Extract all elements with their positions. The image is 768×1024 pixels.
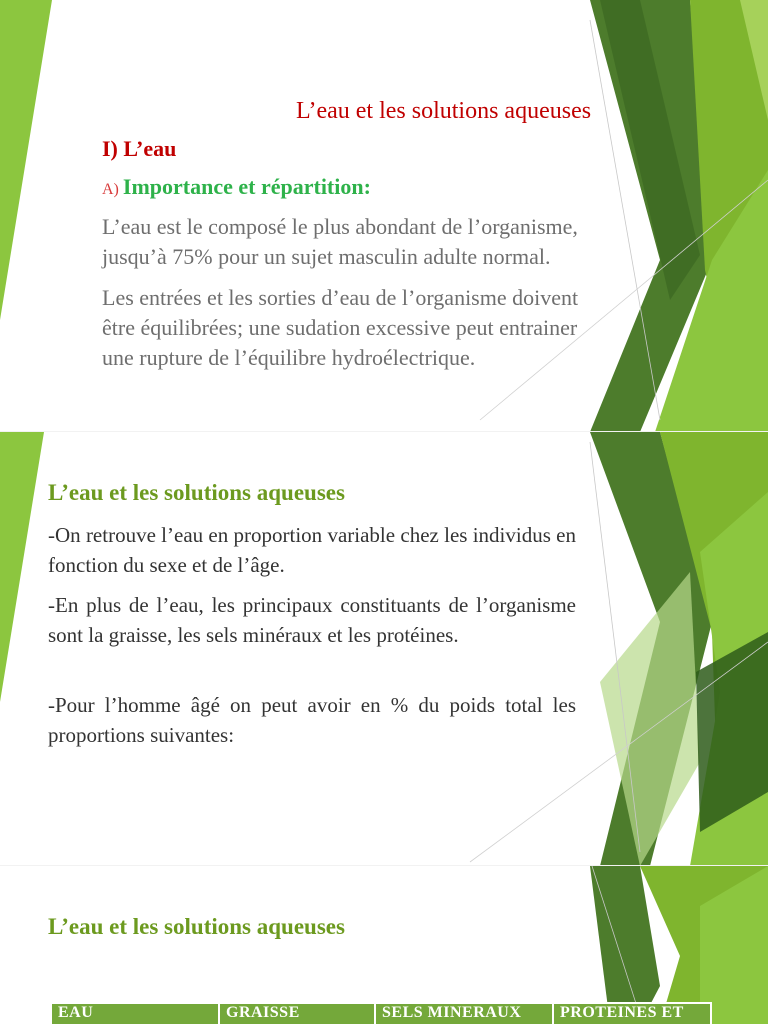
slide-2-title: L’eau et les solutions aqueuses [48,480,345,505]
header-proteines: PROTEINES ET [553,1003,711,1024]
table-header-row [51,1003,711,1024]
paragraph-water-abundance: L’eau est le composé le plus abondant de l’organisme, jusqu’à 75% pour un sujet masculin adulte normal. [102,214,578,269]
paragraph-constituents: -En plus de l’eau, les principaux constituants de l’organisme sont la graisse, les sels minéraux et les protéines. [48,593,576,647]
paragraph-proportion: -On retrouve l’eau en proportion variable chez les individus en fonction du sexe et de l’âge. [48,523,576,577]
slide-3-decoration [0,866,768,1024]
header-sels-mineraux: SELS MINERAUX [375,1003,553,1024]
section-heading: I) L’eau [102,136,177,161]
slide-3-title: L’eau et les solutions aqueuses [48,914,345,939]
header-graisse: GRAISSE [219,1003,375,1024]
proportions-table [50,1002,712,1024]
slide-2 [0,432,768,866]
subsection-label: Importance et répartition: [122,174,371,199]
left-green-triangle [0,432,44,702]
paragraph-water-balance: Les entrées et les sorties d’eau de l’organisme doivent être équilibrées; une sudation excessive peut entrainer une rupture de l’équilibre hydroélectrique. [102,285,579,370]
header-eau: EAU [51,1003,219,1024]
slide-1-title: L’eau et les solutions aqueuses [296,98,592,124]
paragraph-elderly-man: -Pour l’homme âgé on peut avoir en % du poids total les proportions suivantes: [48,693,576,747]
slide-3 [0,866,768,1024]
right-dark-band [590,866,660,1024]
left-green-triangle [0,0,52,320]
slide-1 [0,0,768,432]
subsection-letter: A) [102,181,119,198]
subsection-heading [102,174,371,200]
